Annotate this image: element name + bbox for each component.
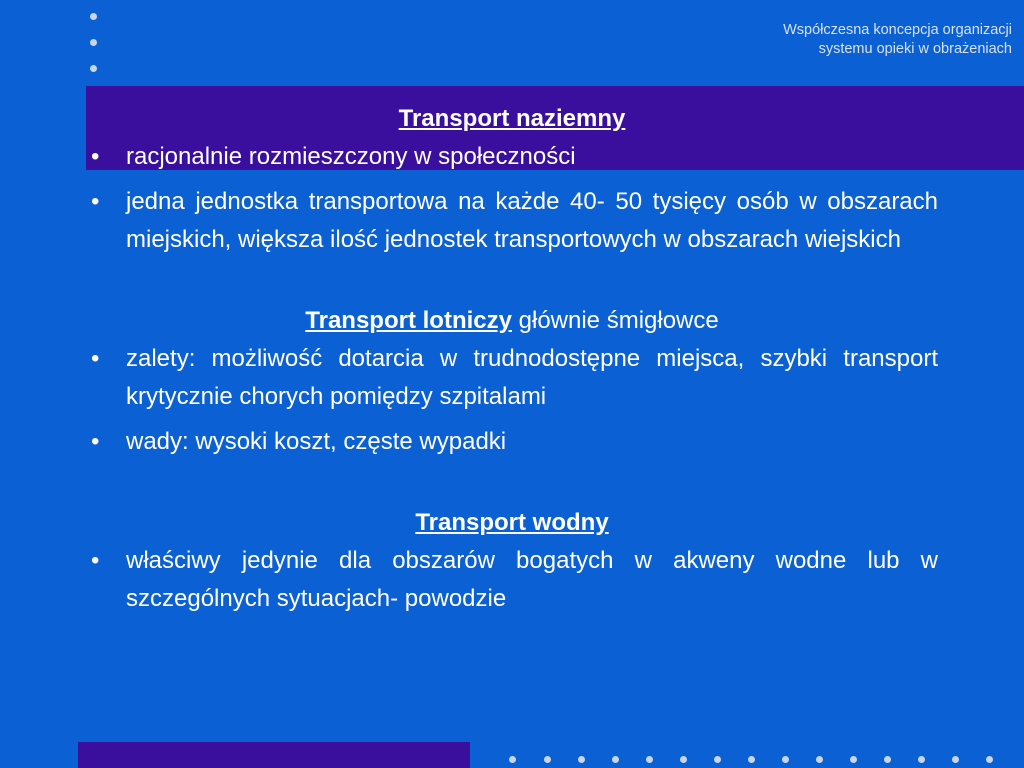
water-transport-title: Transport wodny: [415, 509, 609, 536]
ground-transport-heading: [86, 100, 938, 138]
water-transport-heading: [86, 504, 938, 542]
decorative-dot: [90, 39, 97, 46]
decorative-dot: [714, 756, 721, 763]
slide-content: [86, 100, 938, 625]
decorative-dot: [918, 756, 925, 763]
ground-transport-list: [86, 138, 938, 259]
decorative-dot: [509, 756, 516, 763]
decorative-dot: [90, 65, 97, 72]
list-item: • wady: wysoki koszt, częste wypadki: [86, 423, 938, 461]
water-transport-list: [86, 542, 938, 618]
air-transport-subtitle: głównie śmigłowce: [518, 307, 719, 334]
presentation-header: [712, 21, 1012, 59]
decorative-dot: [884, 756, 891, 763]
decorative-dot: [90, 13, 97, 20]
decorative-dot: [748, 756, 755, 763]
decorative-dot: [646, 756, 653, 763]
list-item: • racjonalnie rozmieszczony w społeczności: [86, 138, 938, 176]
decorative-dot: [816, 756, 823, 763]
air-transport-heading: [86, 302, 938, 340]
decorative-dot: [544, 756, 551, 763]
list-item: • jedna jednostka transportowa na każde 40- 50 tysięcy osób w obszarach miejskich, większa ilość jednostek transportowych w obszarach wiejskich: [86, 183, 938, 259]
list-item: • właściwy jedynie dla obszarów bogatych w akweny wodne lub w szczególnych sytuacjach- powodzie: [86, 542, 938, 618]
decorative-dot: [850, 756, 857, 763]
air-transport-title: Transport lotniczy: [305, 307, 512, 334]
ground-transport-title: Transport naziemny: [398, 105, 626, 132]
decorative-dot: [578, 756, 585, 763]
list-item: • zalety: możliwość dotarcia w trudnodostępne miejsca, szybki transport krytycznie chorych pomiędzy szpitalami: [86, 340, 938, 416]
decorative-dot: [782, 756, 789, 763]
header-line-2: systemu opieki w obrażeniach: [818, 41, 1012, 57]
air-transport-list: [86, 340, 938, 461]
decorative-dot: [986, 756, 993, 763]
bottom-accent-band: [78, 742, 470, 768]
header-line-1: Współczesna koncepcja organizacji: [783, 22, 1012, 38]
decorative-dot: [612, 756, 619, 763]
decorative-dot: [680, 756, 687, 763]
decorative-dot: [952, 756, 959, 763]
